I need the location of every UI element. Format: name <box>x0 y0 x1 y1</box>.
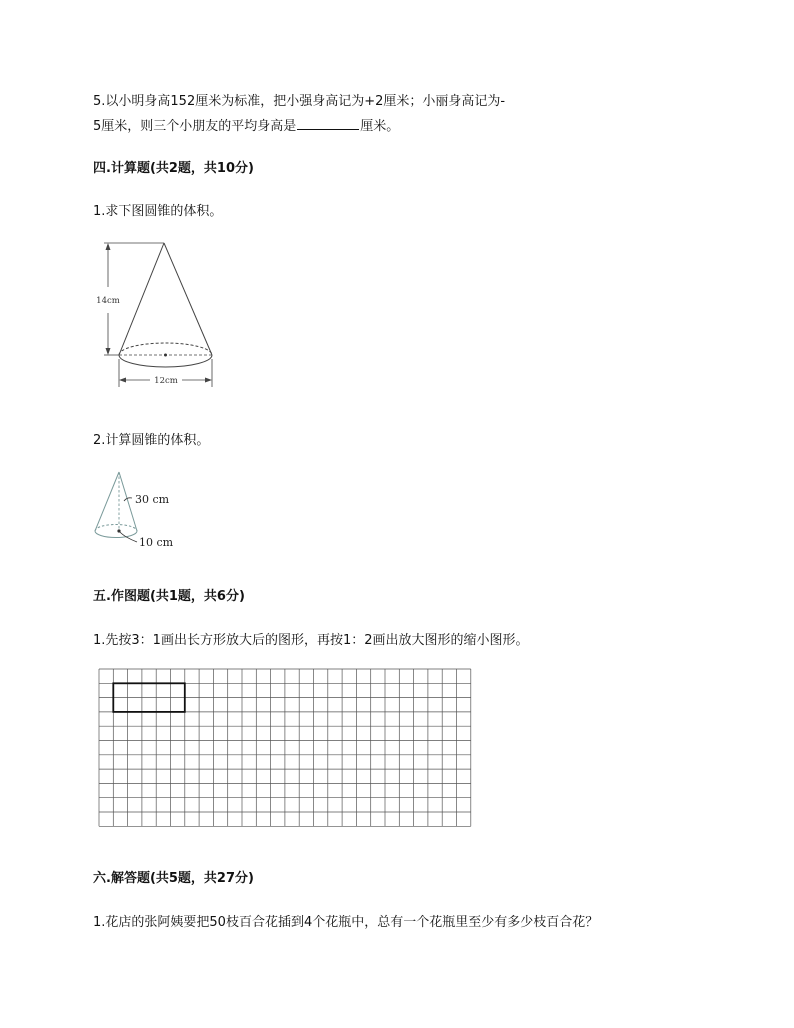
radius-label: 10 cm <box>139 536 174 549</box>
q5-line1: 5.以小明身高152厘米为标准，把小强身高记为+2厘米；小丽身高记为- <box>93 94 506 109</box>
q5-line2 <box>93 117 399 136</box>
section6-heading: 六.解答题(共5题，共27分) <box>93 871 254 886</box>
diameter-label: 12cm <box>154 376 178 386</box>
cone-figure-2 <box>88 465 198 555</box>
answer-blank[interactable] <box>297 117 359 130</box>
height-label-2: 30 cm <box>135 493 170 506</box>
section5-heading: 五.作图题(共1题，共6分) <box>93 589 245 604</box>
q5-line2-after: 厘米。 <box>360 119 400 134</box>
section4-heading: 四.计算题(共2题，共10分) <box>93 161 254 176</box>
q5-line2-before: 5厘米，则三个小朋友的平均身高是 <box>93 119 297 134</box>
section6-q1-text: 1.花店的张阿姨要把50枝百合花插到4个花瓶中，总有一个花瓶里至少有多少枝百合花？ <box>93 915 599 930</box>
section4-q2-text: 2.计算圆锥的体积。 <box>93 433 210 448</box>
section5-q1-text: 1.先按3：1画出长方形放大后的图形，再按1：2画出放大图形的缩小图形。 <box>93 633 529 648</box>
height-label: 14cm <box>96 296 120 306</box>
cone-figure-1 <box>90 235 230 395</box>
drawing-grid[interactable] <box>98 668 478 830</box>
section4-q1-text: 1.求下图圆锥的体积。 <box>93 204 223 219</box>
